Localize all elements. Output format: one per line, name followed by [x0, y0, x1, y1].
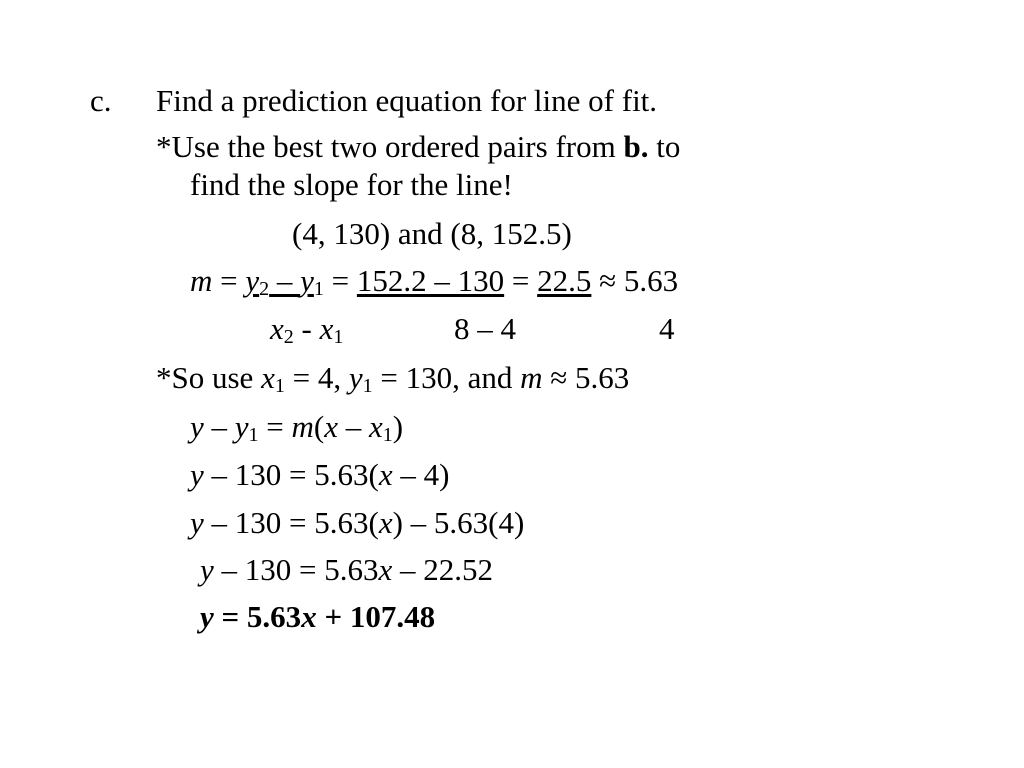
heading-question: Find a prediction equation for line of fit.: [156, 83, 658, 118]
slope-approx: ≈ 5.63: [591, 263, 679, 298]
eq-130: = 130, and: [372, 360, 521, 395]
subscript-1: 1: [313, 278, 324, 300]
var-x: x: [378, 457, 393, 492]
dash: -: [293, 311, 320, 346]
slope-eq3: =: [504, 263, 538, 298]
var-y: y: [190, 505, 204, 540]
instruction-continuation: find the slope for the line!: [190, 167, 513, 202]
var-x1: x: [261, 360, 275, 395]
eq-4: = 4,: [284, 360, 349, 395]
paren-open: (: [313, 409, 325, 444]
op: –: [203, 409, 235, 444]
subscript-1: 1: [362, 375, 373, 397]
var-y: y: [190, 457, 204, 492]
subscript-1: 1: [382, 424, 393, 446]
var-x: x: [378, 552, 393, 587]
var-m: m: [520, 360, 543, 395]
slope-denominator-values: 8 – 4: [454, 311, 516, 346]
instruction-line: [156, 131, 680, 162]
op: =: [258, 409, 292, 444]
paren-close: ): [392, 409, 404, 444]
var-x: x: [301, 599, 317, 634]
var-x: x: [324, 409, 338, 444]
var-y: y: [200, 599, 214, 634]
expr-a: = 5.63: [213, 599, 302, 634]
distribute-step: [190, 507, 524, 538]
expr-b: ) – 5.63(4): [392, 505, 525, 540]
slope-eq: =: [212, 263, 246, 298]
var-y1: y: [300, 263, 314, 298]
simplify-step: [200, 554, 493, 585]
var-m: m: [291, 409, 314, 444]
substitution-step: [190, 459, 449, 490]
expr-b: – 4): [392, 457, 450, 492]
slope-numerator-result: 22.5: [537, 263, 592, 298]
so-use-prefix: *So use: [156, 360, 262, 395]
expr-b: – 22.52: [392, 552, 494, 587]
var-x: x: [378, 505, 393, 540]
list-marker: c.: [90, 83, 112, 118]
instruction-ref-bold: b.: [623, 129, 649, 164]
minus-sign: –: [269, 263, 301, 298]
ordered-pairs: (4, 130) and (8, 152.5): [292, 216, 572, 251]
expr-a: – 130 = 5.63(: [203, 505, 379, 540]
subscript-2: 2: [259, 278, 270, 300]
var-y: y: [190, 409, 204, 444]
expr-a: – 130 = 5.63(: [203, 457, 379, 492]
var-x1: x: [319, 311, 334, 346]
instruction-text-a: *Use the best two ordered pairs from: [156, 129, 624, 164]
instruction-text-c: to: [648, 129, 681, 164]
subscript-1: 1: [333, 326, 344, 348]
var-x1: x: [369, 409, 383, 444]
expr-a: – 130 = 5.63: [213, 552, 379, 587]
op: –: [338, 409, 369, 444]
var-y1: y: [234, 409, 249, 444]
slope-numerator-symbolic: [245, 263, 324, 298]
slope-formula: [190, 263, 679, 300]
subscript-1: 1: [248, 424, 259, 446]
slope-numerator-values: 152.2 – 130: [356, 263, 505, 298]
approx-value: ≈ 5.63: [542, 360, 630, 395]
var-x2: x: [270, 311, 284, 346]
var-y2: y: [245, 263, 260, 298]
var-y: y: [200, 552, 214, 587]
slope-eq2: =: [323, 263, 357, 298]
so-use-line: [156, 360, 630, 397]
expr-b: + 107.48: [316, 599, 436, 634]
subscript-1: 1: [274, 375, 285, 397]
subscript-2: 2: [283, 326, 294, 348]
final-equation: [200, 601, 435, 632]
var-y1: y: [348, 360, 363, 395]
slope-m: m: [190, 263, 213, 298]
slope-denominator-result: 4: [659, 311, 675, 346]
slope-denominator-symbolic: [270, 311, 344, 348]
point-slope-form: [190, 409, 404, 446]
